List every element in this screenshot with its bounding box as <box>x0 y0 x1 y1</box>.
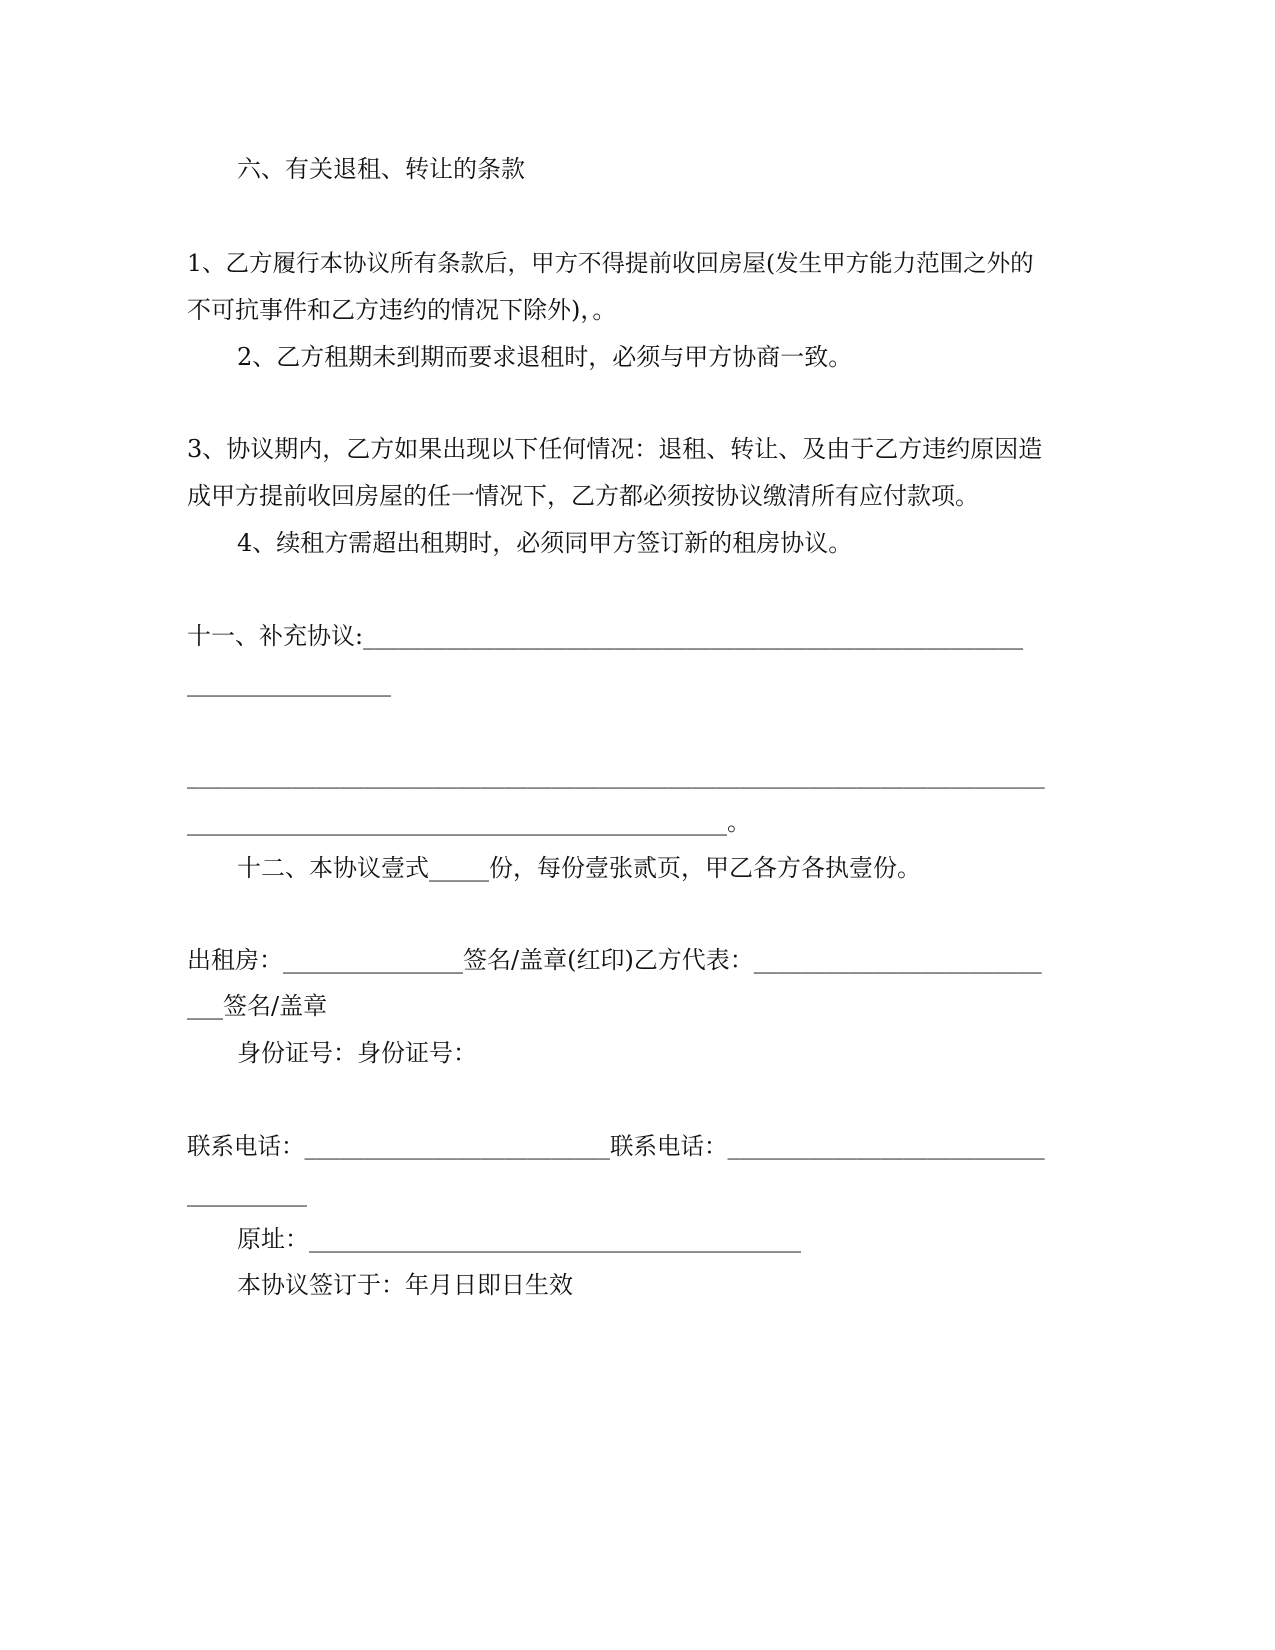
clause-3-line-2: 成甲方提前收回房屋的任一情况下，乙方都必须按协议缴清所有应付款项。 <box>187 482 979 510</box>
lessor-signature-line-2: ___签名/盖章 <box>187 992 328 1020</box>
clause-2: 2、乙方租期未到期而要求退租时，必须与甲方协商一致。 <box>237 343 853 371</box>
clause-4: 4、续租方需超出租期时，必须同甲方签订新的租房协议。 <box>237 529 853 557</box>
section-heading-six: 六、有关退租、转让的条款 <box>237 155 525 183</box>
supplement-line-2: _________________ <box>187 669 391 697</box>
lessor-signature-line-1: 出租房：_______________签名/盖章(红印)乙方代表：________________________ <box>187 946 1042 974</box>
original-address-line: 原址：_________________________________________ <box>237 1225 801 1253</box>
signing-date-line: 本协议签订于：年月日即日生效 <box>237 1271 573 1299</box>
supplement-line-4: _____________________________________________。 <box>187 808 751 836</box>
id-number-line: 身份证号：身份证号： <box>237 1039 477 1067</box>
clause-3-line-1: 3、协议期内，乙方如果出现以下任何情况：退租、转让、及由于乙方违约原因造 <box>187 435 1043 463</box>
clause-twelve: 十二、本协议壹式_____份，每份壹张贰页，甲乙各方各执壹份。 <box>237 854 921 882</box>
clause-1-line-2: 不可抗事件和乙方违约的情况下除外)，。 <box>187 296 617 324</box>
phone-line-1: 联系电话：__________________________联系电话：___________________________ <box>187 1132 1045 1160</box>
clause-1-line-1: 1、乙方履行本协议所有条款后，甲方不得提前收回房屋(发生甲方能力范围之外的 <box>187 249 1034 277</box>
phone-line-2: __________ <box>187 1179 307 1207</box>
supplement-line-3: _________________________________________________________________________ <box>187 761 1045 789</box>
supplement-line-1: 十一、补充协议:_______________________________________________________ <box>187 622 1024 650</box>
